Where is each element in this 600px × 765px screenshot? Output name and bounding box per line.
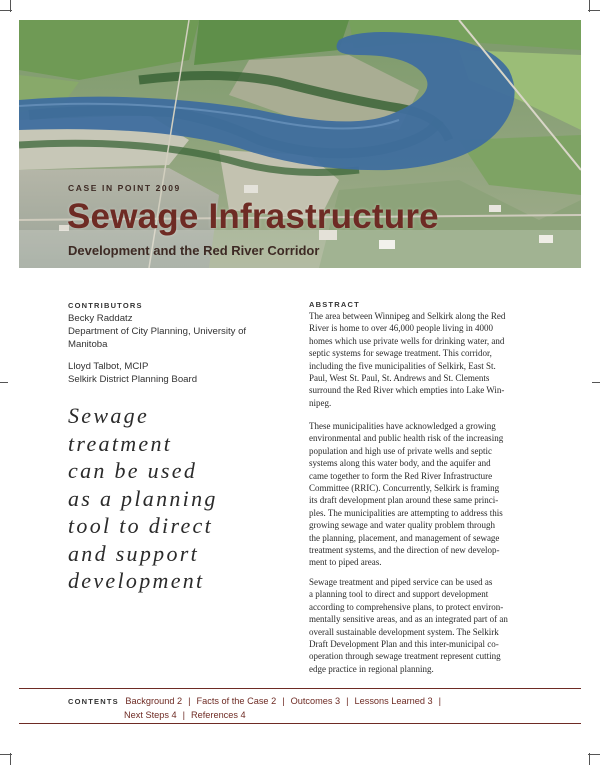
text-line: septic systems for sewage treatment. This corridor, [309,348,492,359]
abstract-heading: ABSTRACT [309,300,360,309]
contents-item-references[interactable]: References 4 [191,710,246,720]
text-line: according to comprehensive plans, to protect environ- [309,601,504,612]
crop-mark [0,10,12,11]
contents-item-outcomes[interactable]: Outcomes 3 [290,696,341,706]
contributor-affiliation: Manitoba [68,339,108,350]
pull-quote-line: as a planning [68,485,218,511]
contents-label: CONTENTS [68,697,119,706]
crop-mark [588,10,600,11]
text-line: operation through sewage treatment represent cutting [309,651,501,662]
crop-mark [0,382,8,383]
text-line: growing sewage and water quality problem through [309,520,495,531]
divider [19,723,581,724]
pull-quote [68,402,283,595]
text-line: including the five municipalities of Selkirk, East St. [309,360,496,371]
text-line: The area between Winnipeg and Selkirk along the Red [309,311,506,321]
contents-item-background[interactable]: Background 2 [125,696,183,706]
abstract-paragraph-3 [309,576,535,675]
pull-quote-line: tool to direct [68,513,214,538]
text-line: environmental and public health risk of the increasing [309,433,504,444]
contributor-name: Lloyd Talbot, MCIP [68,361,149,372]
contributor-affiliation: Selkirk District Planning Board [68,374,198,385]
text-line: systems along this water body, and the aquifer and [309,458,491,469]
separator: | [188,696,191,706]
text-line: a planning tool to direct and support development [309,589,489,600]
text-line: homes which use private wells for drinking water, and [309,335,505,346]
text-line: population and high use of private wells and septic [309,445,492,456]
pull-quote-line: treatment [68,430,173,456]
divider [19,688,581,689]
pull-quote-line: can be used [68,458,198,483]
pull-quote-line: Sewage [68,403,150,428]
text-line: overall sustainable development system. The Selkirk [309,626,499,637]
issue-kicker: CASE IN POINT 2009 [68,183,181,193]
text-line: its draft development plan around these same princi- [309,495,499,506]
contents-item-lessons-learned[interactable]: Lessons Learned 3 [354,696,433,706]
text-line: Draft Development Plan and this inter-municipal co- [309,639,499,650]
contributor-name: Becky Raddatz [68,313,133,324]
text-line: These municipalities have acknowledged a growing [309,421,496,431]
separator: | [438,696,442,706]
crop-mark [0,754,12,755]
text-line: Committee (RRIC). Concurrently, Selkirk is framing [309,483,500,494]
text-line: Sewage treatment and piped service can be used as [309,577,493,587]
page-title: Sewage Infrastructure [67,197,439,236]
text-line: River is home to over 46,000 people living in 4000 [309,323,493,334]
text-line: came together to form the Red River Infrastructure [309,470,493,481]
contents-line-2 [124,708,246,722]
abstract-paragraph-2 [309,420,535,569]
page-subtitle: Development and the Red River Corridor [68,243,320,258]
table-of-contents [68,694,447,720]
text-line: surround the Red River which empties into Lake Win- [309,385,505,396]
crop-mark [588,754,600,755]
separator: | [182,710,185,720]
text-line: the planning, placement, and management of sewage [309,532,500,543]
crop-mark [592,382,600,383]
text-line: ples. The municipalities are attempting to address this [309,507,503,518]
contributor-1 [68,312,278,351]
pull-quote-line: and support [68,540,200,566]
contents-item-facts-of-the-case[interactable]: Facts of the Case 2 [196,696,277,706]
contributor-affiliation: Department of City Planning, University of [68,326,247,337]
abstract-paragraph-1 [309,310,535,409]
pull-quote-line: development [68,568,205,593]
text-line: Paul, West St. Paul, St. Andrews and St. Clements [309,373,490,384]
text-line: ment to piped areas. [309,557,382,568]
text-line: edge practice in regional planning. [309,663,434,674]
separator: | [282,696,285,706]
contents-item-next-steps[interactable]: Next Steps 4 [124,710,177,720]
contributor-2 [68,360,278,386]
contributors-heading: CONTRIBUTORS [68,301,143,310]
separator: | [346,696,349,706]
text-line: mentally sensitive areas, and as an integrated part of an [309,614,508,625]
text-line: treatment systems, and the direction of new develop- [309,545,500,556]
text-line: nipeg. [309,397,332,408]
